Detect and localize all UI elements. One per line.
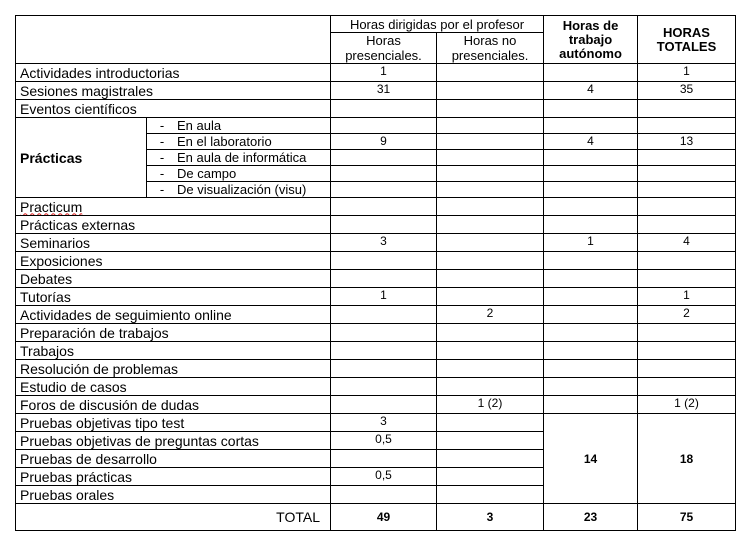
cell-total: 1 (2) xyxy=(638,396,736,414)
row-label: Trabajos xyxy=(16,342,331,360)
header-row xyxy=(16,16,736,33)
total-autonomo: 23 xyxy=(544,504,638,531)
header-blank-cell xyxy=(16,16,331,64)
row-label: Pruebas orales xyxy=(16,486,331,504)
pruebas-autonomo: 14 xyxy=(544,414,638,504)
cell-presenciales: 3 xyxy=(331,414,437,432)
header-totales: HORAS TOTALES xyxy=(638,16,736,64)
row-label: Seminarios xyxy=(16,234,331,252)
cell-autonomo xyxy=(544,360,638,378)
row-label: Actividades introductorias xyxy=(16,64,331,82)
cell-autonomo: 4 xyxy=(544,82,638,100)
cell-presenciales xyxy=(331,342,437,360)
table-row xyxy=(16,324,736,342)
practicas-label: Prácticas xyxy=(16,118,147,198)
cell-total: 35 xyxy=(638,82,736,100)
practicas-item: - En aula xyxy=(147,118,331,134)
cell-autonomo xyxy=(544,378,638,396)
cell-autonomo xyxy=(544,150,638,166)
cell-no-presenciales xyxy=(437,468,544,486)
cell-presenciales: 1 xyxy=(331,288,437,306)
table-row xyxy=(16,342,736,360)
cell-autonomo xyxy=(544,306,638,324)
cell-total: 1 xyxy=(638,64,736,82)
cell-autonomo: 1 xyxy=(544,234,638,252)
practicas-item: - En el laboratorio xyxy=(147,134,331,150)
cell-presenciales xyxy=(331,118,437,134)
cell-autonomo xyxy=(544,324,638,342)
cell-no-presenciales xyxy=(437,166,544,182)
cell-autonomo xyxy=(544,342,638,360)
row-label: Tutorías xyxy=(16,288,331,306)
cell-presenciales xyxy=(331,166,437,182)
total-presenciales: 49 xyxy=(331,504,437,531)
cell-total: 1 xyxy=(638,288,736,306)
header-group: Horas dirigidas por el profesor xyxy=(331,16,544,33)
table-row xyxy=(16,216,736,234)
cell-no-presenciales xyxy=(437,450,544,468)
row-label: Prácticas externas xyxy=(16,216,331,234)
cell-autonomo xyxy=(544,182,638,198)
cell-presenciales xyxy=(331,182,437,198)
pruebas-total: 18 xyxy=(638,414,736,504)
cell-presenciales xyxy=(331,360,437,378)
cell-no-presenciales xyxy=(437,288,544,306)
total-label: TOTAL xyxy=(16,504,331,531)
cell-no-presenciales xyxy=(437,378,544,396)
table-row xyxy=(16,252,736,270)
row-label: Practicum xyxy=(16,198,331,216)
row-label: Preparación de trabajos xyxy=(16,324,331,342)
cell-autonomo xyxy=(544,198,638,216)
cell-no-presenciales xyxy=(437,82,544,100)
table-row xyxy=(16,118,736,134)
cell-autonomo xyxy=(544,118,638,134)
cell-total xyxy=(638,150,736,166)
practicas-item: - De campo xyxy=(147,166,331,182)
cell-presenciales xyxy=(331,100,437,118)
cell-no-presenciales xyxy=(437,486,544,504)
cell-no-presenciales xyxy=(437,64,544,82)
row-label: Sesiones magistrales xyxy=(16,82,331,100)
row-label: Pruebas objetivas de preguntas cortas xyxy=(16,432,331,450)
cell-autonomo xyxy=(544,64,638,82)
table-row xyxy=(16,198,736,216)
cell-total xyxy=(638,324,736,342)
cell-no-presenciales xyxy=(437,150,544,166)
row-label: Estudio de casos xyxy=(16,378,331,396)
cell-total xyxy=(638,270,736,288)
cell-autonomo xyxy=(544,252,638,270)
practicas-item: - De visualización (visu) xyxy=(147,182,331,198)
cell-autonomo: 4 xyxy=(544,134,638,150)
row-label: Pruebas objetivas tipo test xyxy=(16,414,331,432)
cell-autonomo xyxy=(544,288,638,306)
cell-total xyxy=(638,118,736,134)
cell-autonomo xyxy=(544,166,638,182)
cell-presenciales: 3 xyxy=(331,234,437,252)
cell-no-presenciales xyxy=(437,414,544,432)
practicas-item: - En aula de informática xyxy=(147,150,331,166)
table-row xyxy=(16,82,736,100)
cell-no-presenciales xyxy=(437,324,544,342)
cell-autonomo xyxy=(544,270,638,288)
cell-presenciales xyxy=(331,270,437,288)
row-label: Foros de discusión de dudas xyxy=(16,396,331,414)
total-no-presenciales: 3 xyxy=(437,504,544,531)
table-row xyxy=(16,100,736,118)
table-row xyxy=(16,306,736,324)
table-row xyxy=(16,414,736,432)
cell-presenciales xyxy=(331,324,437,342)
total-total: 75 xyxy=(638,504,736,531)
cell-presenciales xyxy=(331,150,437,166)
cell-no-presenciales: 2 xyxy=(437,306,544,324)
table-row xyxy=(16,360,736,378)
cell-no-presenciales: 1 (2) xyxy=(437,396,544,414)
cell-no-presenciales xyxy=(437,216,544,234)
cell-presenciales xyxy=(331,486,437,504)
cell-presenciales: 0,5 xyxy=(331,432,437,450)
table-row xyxy=(16,64,736,82)
hours-table xyxy=(15,15,736,531)
row-label: Debates xyxy=(16,270,331,288)
cell-no-presenciales xyxy=(437,270,544,288)
cell-no-presenciales xyxy=(437,342,544,360)
cell-autonomo xyxy=(544,100,638,118)
cell-presenciales xyxy=(331,198,437,216)
cell-total xyxy=(638,166,736,182)
cell-total xyxy=(638,198,736,216)
cell-no-presenciales xyxy=(437,360,544,378)
table-row xyxy=(16,270,736,288)
cell-total: 13 xyxy=(638,134,736,150)
cell-no-presenciales xyxy=(437,432,544,450)
table-row xyxy=(16,378,736,396)
total-row xyxy=(16,504,736,531)
cell-no-presenciales xyxy=(437,234,544,252)
cell-presenciales xyxy=(331,216,437,234)
cell-presenciales: 0,5 xyxy=(331,468,437,486)
cell-presenciales xyxy=(331,306,437,324)
row-label: Eventos científicos xyxy=(16,100,331,118)
cell-total xyxy=(638,342,736,360)
cell-presenciales xyxy=(331,396,437,414)
cell-total: 4 xyxy=(638,234,736,252)
row-label: Pruebas prácticas xyxy=(16,468,331,486)
cell-presenciales: 9 xyxy=(331,134,437,150)
cell-no-presenciales xyxy=(437,252,544,270)
cell-no-presenciales xyxy=(437,100,544,118)
cell-total xyxy=(638,360,736,378)
header-autonomo: Horas de trabajo autónomo xyxy=(544,16,638,64)
cell-no-presenciales xyxy=(437,198,544,216)
row-label: Resolución de problemas xyxy=(16,360,331,378)
cell-total xyxy=(638,182,736,198)
header-presenciales: Horas presenciales. xyxy=(331,33,437,64)
row-label: Exposiciones xyxy=(16,252,331,270)
cell-total xyxy=(638,100,736,118)
cell-total: 2 xyxy=(638,306,736,324)
cell-autonomo xyxy=(544,216,638,234)
cell-presenciales: 31 xyxy=(331,82,437,100)
table-row xyxy=(16,288,736,306)
header-no-presenciales: Horas no presenciales. xyxy=(437,33,544,64)
table-row xyxy=(16,234,736,252)
cell-presenciales: 1 xyxy=(331,64,437,82)
row-label: Pruebas de desarrollo xyxy=(16,450,331,468)
cell-total xyxy=(638,216,736,234)
cell-total xyxy=(638,378,736,396)
cell-presenciales xyxy=(331,450,437,468)
cell-autonomo xyxy=(544,396,638,414)
cell-no-presenciales xyxy=(437,134,544,150)
row-label: Actividades de seguimiento online xyxy=(16,306,331,324)
table-row xyxy=(16,396,736,414)
cell-no-presenciales xyxy=(437,118,544,134)
cell-total xyxy=(638,252,736,270)
cell-presenciales xyxy=(331,252,437,270)
cell-no-presenciales xyxy=(437,182,544,198)
cell-presenciales xyxy=(331,378,437,396)
